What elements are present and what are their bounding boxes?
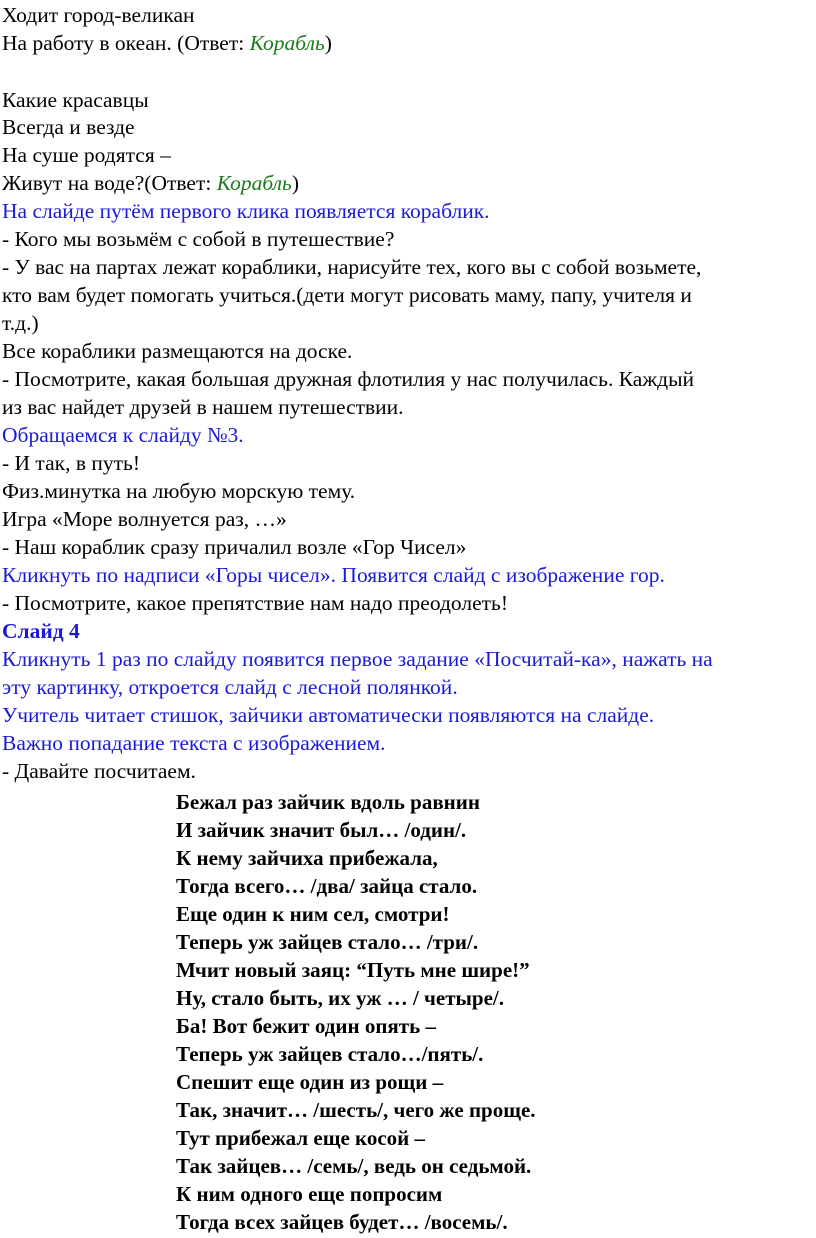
instruction-ship-appears: На слайде путём первого клика появляется кораблик. [2,199,490,223]
paragraph-draw-line2: кто вам будет помогать учиться.(дети могут рисовать маму, папу, учителя и [2,283,692,307]
riddle1-answer: Корабль [249,31,325,55]
poem-line: Ну, стало быть, их уж … / четыре/. [176,986,505,1010]
question-who-to-take: - Кого мы возьмём с собой в путешествие? [2,227,395,251]
riddle2-line4-text: Живут на воде?(Ответ: [2,171,217,195]
paragraph-draw-line3: т.д.) [2,311,39,335]
poem-line: Тут прибежал еще косой – [176,1126,426,1150]
instruction-task-line2: эту картинку, откроется слайд с лесной полянкой. [2,675,458,699]
poem-line: Бежал раз зайчик вдоль равнин [176,790,480,814]
riddle1-line2-close: ) [324,31,332,55]
instruction-task-line1: Кликнуть 1 раз по слайду появится первое задание «Посчитай-ка», нажать на [2,647,713,671]
riddle2-line4 [2,170,299,197]
paragraph-flotilla-line2: из вас найдет друзей в нашем путешествии. [2,395,404,419]
poem-line: К ним одного еще попросим [176,1182,443,1206]
riddle1-line2-text: На работу в океан. (Ответ: [2,31,250,55]
instruction-sync: Важно попадание текста с изображением. [2,731,386,755]
paragraph-fizminutka: Физ.минутка на любую морскую тему. [2,479,356,503]
poem-line: Мчит новый заяц: “Путь мне шире!” [176,958,530,982]
paragraph-lets-go: - И так, в путь! [2,451,140,475]
riddle2-answer: Корабль [216,171,292,195]
riddle1-line1: Ходит город-великан [2,3,195,27]
instruction-teacher-reads: Учитель читает стишок, зайчики автоматически появляются на слайде. [2,703,655,727]
riddle2-line4-close: ) [291,171,300,195]
poem-line: Еще один к ним сел, смотри! [176,902,450,926]
poem-line: Так зайцев… /семь/, ведь он седьмой. [176,1154,532,1178]
paragraph-obstacle: - Посмотрите, какое препятствие нам надо преодолеть! [2,591,508,615]
poem-line: И зайчик значит был… /один/. [176,818,467,842]
paragraph-board: Все кораблики размещаются на доске. [2,339,353,363]
paragraph-game: Игра «Море волнуется раз, …» [2,507,287,531]
poem-line: Тогда всех зайцев будет… /восемь/. [176,1210,508,1234]
riddle2-line1: Какие красавцы [2,88,149,112]
poem-line: Ба! Вот бежит один опять – [176,1014,436,1038]
paragraph-lets-count: - Давайте посчитаем. [2,759,196,783]
instruction-slide3: Обращаемся к слайду №3. [2,423,244,447]
paragraph-mountains: - Наш кораблик сразу причалил возле «Гор Чисел» [2,535,467,559]
poem-line: Тогда всего… /два/ зайца стало. [176,874,478,898]
paragraph-draw-line1: - У вас на партах лежат кораблики, нарисуйте тех, кого вы с собой возьмете, [2,255,702,279]
riddle2-line3: На суше родятся – [2,143,171,167]
slide4-heading: Слайд 4 [2,619,80,643]
poem-line: К нему зайчиха прибежала, [176,846,438,870]
paragraph-flotilla-line1: - Посмотрите, какая большая дружная флотилия у нас получилась. Каждый [2,367,695,391]
riddle1-line2 [2,30,332,57]
poem-line: Теперь уж зайцев стало… /три/. [176,930,479,954]
instruction-click-mountains: Кликнуть по надписи «Горы чисел». Появится слайд с изображение гор. [2,563,665,587]
poem-line: Теперь уж зайцев стало…/пять/. [176,1042,484,1066]
poem-line: Спешит еще один из рощи – [176,1070,444,1094]
poem-line: Так, значит… /шесть/, чего же проще. [176,1098,536,1122]
riddle2-line2: Всегда и везде [2,115,135,139]
